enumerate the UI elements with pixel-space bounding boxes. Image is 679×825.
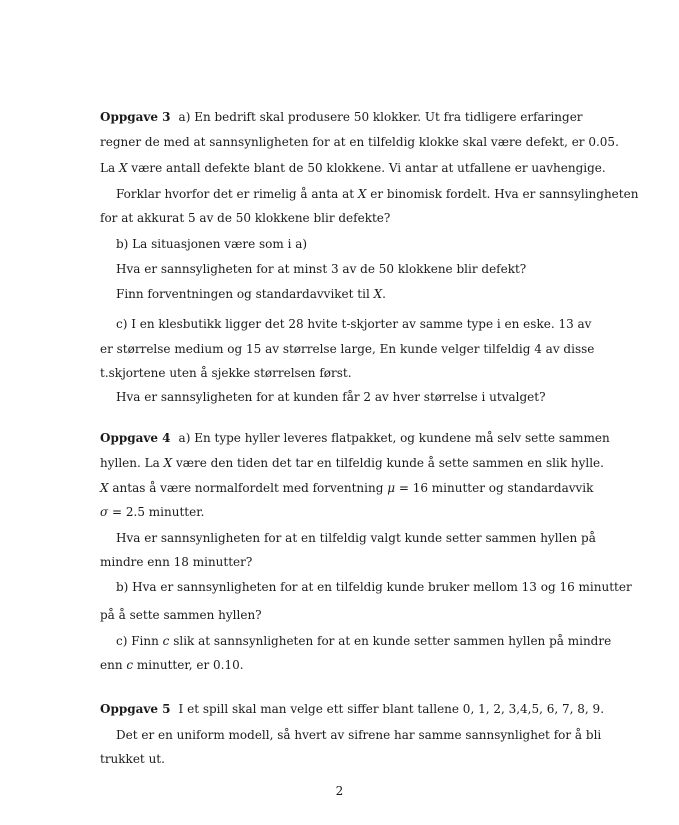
- task-3-text: a) En bedrift skal produsere 50 klokker. Ut fra tidligere erfaringer: [178, 110, 583, 124]
- task-4-label: Oppgave 4: [100, 431, 171, 445]
- task-5-line-3: [100, 750, 580, 768]
- math-variable: X: [100, 481, 109, 495]
- task-3-line-11: [100, 364, 580, 382]
- task-3-text: være antall defekte blant de 50 klokkene. Vi antar at utfallene er uavhengige.: [127, 161, 606, 175]
- page-number: 2: [335, 784, 344, 798]
- task-3-line-12: [116, 388, 580, 406]
- task-5-text: trukket ut.: [100, 752, 165, 766]
- task-3-text: er størrelse medium og 15 av størrelse large, En kunde velger tilfeldig 4 av disse: [100, 342, 595, 356]
- task-3-label: Oppgave 3: [100, 110, 171, 124]
- math-variable: X: [163, 456, 173, 470]
- task-3-text: c) I en klesbutikk ligger det 28 hvite t-skjorter av samme type i en eske. 13 av: [116, 317, 592, 331]
- task-4-line-10: [100, 656, 580, 674]
- task-3-line-1: [100, 108, 583, 126]
- task-3-line-6: [116, 235, 580, 253]
- task-4-text: på å sette sammen hyllen?: [100, 608, 262, 622]
- math-variable: c: [126, 658, 134, 672]
- task-4-text: antas å være normalfordelt med forventning: [108, 481, 388, 495]
- task-4-line-2: [100, 454, 604, 472]
- task-5-line-1: [100, 700, 605, 718]
- task-5-text: Det er en uniform modell, så hvert av sifrene har samme sannsynlighet for å bli: [116, 728, 602, 742]
- task-3-text: b) La situasjonen være som i a): [116, 237, 308, 251]
- task-4-line-9: [116, 632, 612, 650]
- math-variable: X: [118, 161, 128, 175]
- task-3-text: Finn forventningen og standardavviket til: [116, 287, 374, 301]
- task-4-line-7: [116, 578, 632, 596]
- math-symbol-mu: μ: [387, 481, 396, 495]
- task-3-line-7: [116, 260, 580, 278]
- task-4-text: a) En type hyller leveres flatpakket, og kundene må selv sette sammen: [178, 431, 610, 445]
- task-3-text: La: [100, 161, 119, 175]
- task-3-text: Hva er sannsyligheten for at minst 3 av de 50 klokkene blir defekt?: [116, 262, 527, 276]
- task-4-line-5: [116, 529, 596, 547]
- task-3-text: for at akkurat 5 av de 50 klokkene blir defekte?: [100, 211, 391, 225]
- task-3-line-10: [100, 340, 595, 358]
- task-3-line-2: [100, 133, 619, 151]
- task-3-line-3: [100, 159, 606, 177]
- task-4-line-1: [100, 429, 610, 447]
- math-variable: c: [162, 634, 170, 648]
- task-3-text: er binomisk fordelt. Hva er sannsylingheten: [366, 187, 639, 201]
- task-4-line-4: [100, 503, 580, 521]
- task-4-text: slik at sannsynligheten for at en kunde setter sammen hyllen på mindre: [169, 634, 612, 648]
- task-4-text: minutter, er 0.10.: [133, 658, 244, 672]
- task-4-line-6: [100, 553, 580, 571]
- task-4-text: b) Hva er sannsynligheten for at en tilfeldig kunde bruker mellom 13 og 16 minutter: [116, 580, 632, 594]
- task-4-line-3: [100, 479, 594, 497]
- math-variable: X: [373, 287, 383, 301]
- task-4-text: Hva er sannsynligheten for at en tilfeldig valgt kunde setter sammen hyllen på: [116, 531, 596, 545]
- task-4-text: = 16 minutter og standardavvik: [395, 481, 594, 495]
- task-3-text: t.skjortene uten å sjekke størrelsen først.: [100, 366, 352, 380]
- task-4-text: enn: [100, 658, 127, 672]
- math-variable: X: [357, 187, 367, 201]
- task-5-label: Oppgave 5: [100, 702, 171, 716]
- task-4-text: = 2.5 minutter.: [108, 505, 205, 519]
- task-4-line-8: [100, 606, 580, 624]
- task-3-line-4: [116, 185, 639, 203]
- task-3-text: regner de med at sannsynligheten for at en tilfeldig klokke skal være defekt, er 0.05.: [100, 135, 619, 149]
- task-3-text: Hva er sannsyligheten for at kunden får 2 av hver størrelse i utvalget?: [116, 390, 546, 404]
- task-3-text: .: [382, 287, 386, 301]
- math-symbol-sigma: σ: [100, 505, 109, 519]
- task-3-line-5: [100, 209, 580, 227]
- task-5-line-2: [116, 726, 602, 744]
- task-3-text: Forklar hvorfor det er rimelig å anta at: [116, 187, 358, 201]
- task-4-text: hyllen. La: [100, 456, 164, 470]
- task-3-line-9: [116, 315, 592, 333]
- task-4-text: mindre enn 18 minutter?: [100, 555, 253, 569]
- task-3-line-8: [116, 285, 580, 303]
- task-4-text: c) Finn: [116, 634, 163, 648]
- task-5-text: I et spill skal man velge ett siffer blant tallene 0, 1, 2, 3,4,5, 6, 7, 8, 9.: [178, 702, 605, 716]
- task-4-text: være den tiden det tar en tilfeldig kunde å sette sammen en slik hylle.: [172, 456, 604, 470]
